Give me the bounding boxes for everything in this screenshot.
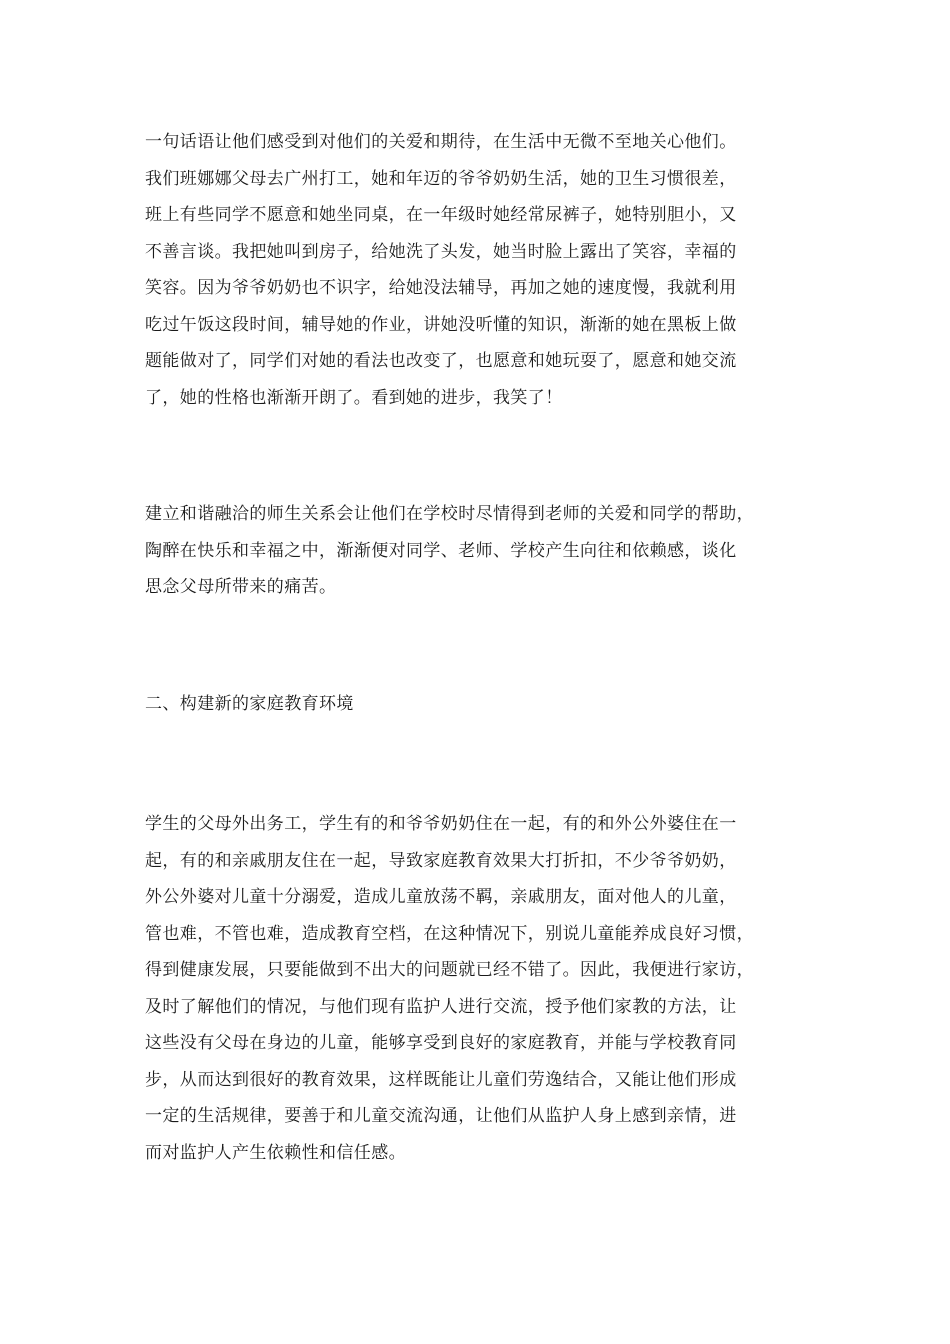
text-line: 管也难，不管也难，造成教育空档，在这种情况下，别说儿童能养成良好习惯，: [145, 923, 754, 944]
paragraph-nana-story: [145, 124, 805, 416]
paragraph-family-education: [145, 806, 805, 1171]
text-line: 起，有的和亲戚朋友住在一起，导致家庭教育效果大打折扣，不少爷爷奶奶，: [145, 850, 737, 871]
text-line: 得到健康发展，只要能做到不出大的问题就已经不错了。因此，我便进行家访，: [145, 960, 754, 980]
text-line: 及时了解他们的情况，与他们现有监护人进行交流，授予他们家教的方法，让: [145, 996, 737, 1017]
heading-text: 二、构建新的家庭教育环境: [145, 694, 354, 714]
section-heading: [145, 686, 805, 723]
text-line: 一定的生活规律，要善于和儿童交流沟通，让他们从监护人身上感到亲情，进: [145, 1106, 737, 1126]
text-line: 我们班娜娜父母去广州打工，她和年迈的爷爷奶奶生活，她的卫生习惯很差，: [145, 168, 737, 189]
text-line: 笑容。因为爷爷奶奶也不识字，给她没法辅导，再加之她的速度慢，我就利用: [145, 278, 737, 298]
text-line: 外公外婆对儿童十分溺爱，造成儿童放荡不羁，亲戚朋友，面对他人的儿童，: [145, 887, 737, 907]
text-line: 题能做对了，同学们对她的看法也改变了，也愿意和她玩耍了，愿意和她交流: [145, 351, 737, 371]
text-line: 这些没有父母在身边的儿童，能够享受到良好的家庭教育，并能与学校教育同: [145, 1033, 737, 1053]
text-line: 一句话语让他们感受到对他们的关爱和期待，在生活中无微不至地关心他们。: [145, 132, 737, 152]
text-line: 吃过午饭这段时间，辅导她的作业，讲她没听懂的知识，渐渐的她在黑板上做: [145, 314, 737, 335]
text-line: 学生的父母外出务工，学生有的和爷爷奶奶住在一起，有的和外公外婆住在一: [145, 814, 737, 834]
text-line: 步，从而达到很好的教育效果，这样既能让儿童们劳逸结合，又能让他们形成: [145, 1069, 737, 1090]
paragraph-teacher-student-relationship: [145, 496, 805, 606]
text-line: 建立和谐融洽的师生关系会让他们在学校时尽情得到老师的关爱和同学的帮助，: [145, 504, 754, 524]
text-line: 思念父母所带来的痛苦。: [145, 577, 337, 597]
text-line: 陶醉在快乐和幸福之中，渐渐便对同学、老师、学校产生向往和依赖感，谈化: [145, 540, 737, 561]
text-line: 班上有些同学不愿意和她坐同桌，在一年级时她经常尿裤子，她特别胆小，又: [145, 205, 737, 225]
text-line: 了，她的性格也渐渐开朗了。看到她的进步，我笑了！: [145, 387, 563, 408]
text-line: 而对监护人产生依赖性和信任感。: [145, 1142, 406, 1163]
text-line: 不善言谈。我把她叫到房子，给她洗了头发，她当时脸上露出了笑容，幸福的: [145, 241, 737, 262]
